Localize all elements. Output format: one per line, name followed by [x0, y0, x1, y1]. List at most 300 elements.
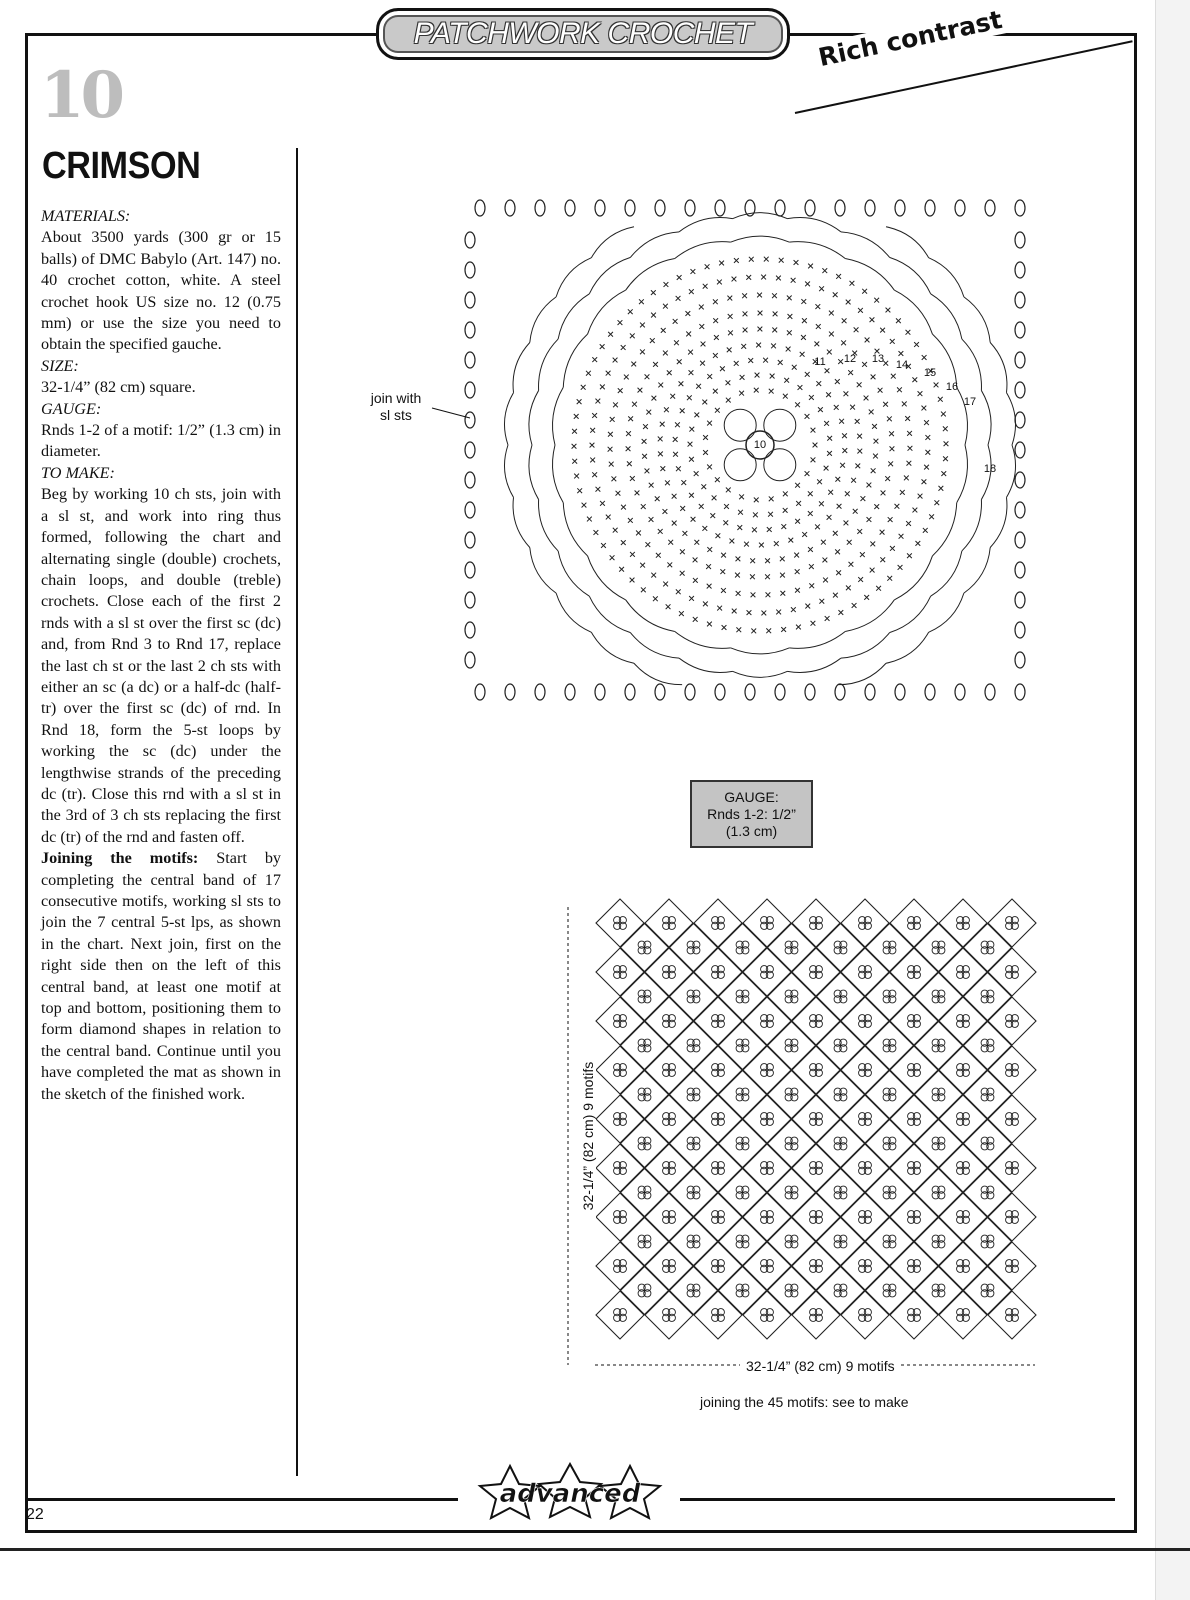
chart-round-label: 10 — [753, 439, 767, 451]
chart-picot — [465, 592, 475, 608]
diagram-flower-petal — [766, 1211, 773, 1218]
chart-stitch-mark — [795, 483, 800, 488]
chart-stitch-mark — [896, 318, 901, 323]
chart-stitch-mark — [871, 374, 876, 379]
chart-picot — [685, 200, 695, 216]
diagram-flower-petal — [668, 1211, 675, 1218]
chart-picot — [655, 200, 665, 216]
chart-picot — [465, 652, 475, 668]
chart-stitch-mark — [723, 520, 728, 525]
chart-stitch-mark — [754, 388, 759, 393]
chart-stitch-mark — [587, 517, 592, 522]
chart-picot — [565, 684, 575, 700]
chart-stitch-mark — [689, 289, 694, 294]
chart-round-label: 17 — [963, 396, 977, 408]
page-number: 22 — [26, 1506, 44, 1523]
chart-stitch-mark — [712, 495, 717, 500]
chart-stitch-mark — [676, 589, 681, 594]
chart-stitch-mark — [752, 527, 757, 532]
chart-stitch-mark — [907, 431, 912, 436]
chart-stitch-mark — [632, 402, 637, 407]
chart-stitch-mark — [618, 388, 623, 393]
diagram-flower-petal — [1011, 1260, 1018, 1267]
chart-picot — [465, 502, 475, 518]
chart-stitch-mark — [891, 374, 896, 379]
chart-stitch-mark — [821, 540, 826, 545]
chart-stitch-mark — [715, 408, 720, 413]
diagram-flower-petal — [889, 1235, 896, 1242]
diagram-flower-petal — [766, 966, 773, 973]
chart-stitch-mark — [795, 569, 800, 574]
diagram-flower-petal — [717, 1309, 724, 1316]
chart-stitch-mark — [666, 604, 671, 609]
chart-stitch-mark — [608, 332, 613, 337]
chart-stitch-mark — [766, 592, 771, 597]
chart-stitch-mark — [809, 564, 814, 569]
chart-stitch-mark — [738, 510, 743, 515]
chart-stitch-mark — [748, 358, 753, 363]
chart-stitch-mark — [921, 406, 926, 411]
diagram-flower-petal — [717, 1211, 724, 1218]
chart-chain-loop — [530, 547, 556, 593]
chart-stitch-mark — [653, 362, 658, 367]
diagram-flower-petal — [644, 1284, 651, 1291]
chart-chain-loop — [513, 343, 530, 393]
chart-stitch-mark — [880, 557, 885, 562]
chart-stitch-mark — [746, 275, 751, 280]
chart-chain-loop — [981, 390, 991, 445]
chart-picot — [565, 200, 575, 216]
chart-picot — [1015, 532, 1025, 548]
chart-picot — [595, 684, 605, 700]
chart-picot — [1015, 292, 1025, 308]
chart-chain-loop — [675, 242, 731, 259]
chart-stitch-mark — [586, 371, 591, 376]
chart-stitch-mark — [689, 596, 694, 601]
chart-stitch-mark — [898, 351, 903, 356]
diagram-flower-petal — [791, 1137, 798, 1144]
diagram-flower-petal — [766, 1260, 773, 1267]
chart-stitch-mark — [729, 539, 734, 544]
chart-stitch-mark — [923, 528, 928, 533]
chart-stitch-mark — [815, 524, 820, 529]
chart-stitch-mark — [860, 552, 865, 557]
chart-stitch-mark — [719, 261, 724, 266]
chart-stitch-mark — [763, 358, 768, 363]
diagram-flower-petal — [668, 917, 675, 924]
diagram-flower-petal — [938, 1039, 945, 1046]
diagram-flower-petal — [717, 966, 724, 973]
chart-stitch-mark — [722, 625, 727, 630]
chart-picot — [465, 292, 475, 308]
diagram-flower-petal — [1011, 966, 1018, 973]
diagram-flower-petal — [668, 966, 675, 973]
chart-stitch-mark — [630, 578, 635, 583]
chart-stitch-mark — [851, 478, 856, 483]
chart-picot — [805, 200, 815, 216]
diagram-flower-petal — [766, 1309, 773, 1316]
chart-stitch-mark — [656, 553, 661, 558]
diagram-flower-petal — [791, 1186, 798, 1193]
chart-stitch-mark — [864, 396, 869, 401]
tagline: Rich contrast — [812, 4, 1009, 73]
chart-stitch-mark — [618, 320, 623, 325]
chart-stitch-mark — [663, 351, 668, 356]
chart-stitch-mark — [640, 349, 645, 354]
chart-stitch-mark — [941, 471, 946, 476]
chart-picot — [835, 684, 845, 700]
crochet-chart — [330, 180, 1050, 720]
diagram-flower-petal — [938, 1186, 945, 1193]
join-pointer-line — [432, 408, 470, 418]
diagram-flower-petal — [742, 1284, 749, 1291]
diagram-flower-petal — [693, 1284, 700, 1291]
chart-chain-loop — [845, 259, 894, 291]
chart-chain-loop — [990, 497, 1007, 547]
diagram-flower-petal — [693, 990, 700, 997]
chart-stitch-mark — [703, 435, 708, 440]
chart-stitch-mark — [690, 269, 695, 274]
diagram-flower-petal — [987, 941, 994, 948]
chart-stitch-mark — [880, 530, 885, 535]
chart-stitch-mark — [855, 463, 860, 468]
chart-stitch-mark — [590, 428, 595, 433]
chart-stitch-mark — [714, 335, 719, 340]
chart-stitch-mark — [685, 311, 690, 316]
diagram-flower-petal — [1011, 1113, 1018, 1120]
chart-stitch-mark — [907, 553, 912, 558]
chart-stitch-mark — [825, 368, 830, 373]
chart-stitch-mark — [740, 375, 745, 380]
chart-picot — [1015, 622, 1025, 638]
chart-center-petal — [764, 409, 796, 441]
chart-stitch-mark — [802, 318, 807, 323]
diagram-flower-petal — [962, 917, 969, 924]
chart-stitch-mark — [888, 461, 893, 466]
diagram-flower-petal — [840, 1137, 847, 1144]
join-label-line2: sl sts — [380, 407, 412, 423]
diagram-flower-petal — [791, 1088, 798, 1095]
chart-stitch-mark — [898, 565, 903, 570]
chart-stitch-mark — [727, 296, 732, 301]
chart-stitch-mark — [606, 371, 611, 376]
chart-stitch-mark — [842, 448, 847, 453]
chart-chain-loop — [962, 339, 982, 390]
chart-stitch-mark — [801, 299, 806, 304]
diagram-flower-petal — [815, 966, 822, 973]
diagram-flower-petal — [938, 1284, 945, 1291]
chart-picot — [465, 532, 475, 548]
chart-stitch-mark — [677, 275, 682, 280]
chart-stitch-mark — [824, 466, 829, 471]
chart-stitch-mark — [592, 413, 597, 418]
chart-stitch-mark — [836, 570, 841, 575]
chart-stitch-mark — [640, 323, 645, 328]
chart-chain-loop — [591, 227, 634, 258]
chart-stitch-mark — [577, 399, 582, 404]
diagram-flower-petal — [668, 1064, 675, 1071]
chart-stitch-mark — [843, 391, 848, 396]
chart-round-label: 13 — [871, 353, 885, 365]
diagram-flower-petal — [766, 1064, 773, 1071]
chart-stitch-mark — [769, 389, 774, 394]
chart-stitch-mark — [707, 584, 712, 589]
chart-chain-loop — [841, 232, 890, 258]
joining-text: Start by completing the central band of 17 consecutive motifs, working sl sts to join the 7 central 5-st lps, as shown in the chart. Next join, first on the right side then on the left of this central band, at least one motif at top and bottom, positioning them to form diamond shapes in relation to the central band. Continue until you have completed the mat as shown in the sketch of the finished work. — [41, 849, 282, 1103]
diagram-flower-petal — [668, 1015, 675, 1022]
chart-stitch-mark — [822, 558, 827, 563]
chart-picot — [895, 200, 905, 216]
chart-picot — [655, 684, 665, 700]
chart-stitch-mark — [749, 257, 754, 262]
chart-stitch-mark — [881, 491, 886, 496]
chart-stitch-mark — [829, 332, 834, 337]
chart-stitch-mark — [636, 531, 641, 536]
chart-stitch-mark — [857, 382, 862, 387]
chart-stitch-mark — [658, 383, 663, 388]
diagram-flower-petal — [987, 990, 994, 997]
chart-stitch-mark — [613, 358, 618, 363]
chart-stitch-mark — [640, 563, 645, 568]
chart-stitch-mark — [924, 465, 929, 470]
diagram-flower-petal — [889, 1088, 896, 1095]
chart-stitch-mark — [682, 531, 687, 536]
diagram-flower-petal — [987, 1186, 994, 1193]
chart-picot — [625, 684, 635, 700]
chart-stitch-mark — [796, 501, 801, 506]
chart-stitch-mark — [918, 391, 923, 396]
diagram-flower-petal — [913, 1309, 920, 1316]
diagram-flower-petal — [938, 941, 945, 948]
chart-stitch-mark — [672, 494, 677, 499]
chart-chain-loop — [990, 343, 1007, 393]
chart-picot — [1015, 200, 1025, 216]
chart-stitch-mark — [643, 424, 648, 429]
chart-stitch-mark — [741, 344, 746, 349]
chart-stitch-mark — [707, 547, 712, 552]
chart-stitch-mark — [776, 610, 781, 615]
chart-stitch-mark — [827, 350, 832, 355]
chart-stitch-mark — [628, 518, 633, 523]
chart-stitch-mark — [611, 476, 616, 481]
chart-stitch-mark — [750, 574, 755, 579]
chart-round-label: 12 — [843, 353, 857, 365]
materials-heading: MATERIALS: — [41, 207, 131, 225]
chart-stitch-mark — [737, 525, 742, 530]
chart-chain-loop — [563, 334, 587, 387]
chart-stitch-mark — [595, 399, 600, 404]
chart-stitch-mark — [835, 477, 840, 482]
chart-stitch-mark — [700, 361, 705, 366]
chart-stitch-mark — [906, 521, 911, 526]
chart-stitch-mark — [610, 417, 615, 422]
chart-picot — [465, 322, 475, 338]
diagram-flower-petal — [962, 1309, 969, 1316]
diagram-flower-petal — [619, 1015, 626, 1022]
chart-stitch-mark — [941, 412, 946, 417]
diagram-flower-petal — [668, 1113, 675, 1120]
chart-stitch-mark — [572, 459, 577, 464]
chart-stitch-mark — [646, 410, 651, 415]
diagram-flower-petal — [913, 1064, 920, 1071]
chart-stitch-mark — [781, 627, 786, 632]
chart-stitch-mark — [811, 457, 816, 462]
diagram-flower-petal — [742, 1137, 749, 1144]
chart-stitch-mark — [837, 504, 842, 509]
chart-stitch-mark — [674, 340, 679, 345]
chart-stitch-mark — [801, 335, 806, 340]
chart-stitch-mark — [857, 529, 862, 534]
chart-stitch-mark — [626, 446, 631, 451]
gauge-box-line2: (1.3 cm) — [725, 823, 778, 839]
bottom-rule — [0, 1548, 1190, 1551]
chart-picot — [775, 200, 785, 216]
make-heading: TO MAKE: — [41, 463, 115, 482]
chart-picot — [465, 262, 475, 278]
diagram-flower-petal — [913, 1211, 920, 1218]
chart-stitch-mark — [736, 591, 741, 596]
chart-stitch-mark — [858, 577, 863, 582]
diagram-flower-petal — [864, 1309, 871, 1316]
diagram-flower-petal — [938, 1235, 945, 1242]
chart-stitch-mark — [631, 362, 636, 367]
diagram-flower-petal — [840, 990, 847, 997]
chart-stitch-mark — [846, 585, 851, 590]
chart-chain-loop — [529, 390, 539, 445]
chart-stitch-mark — [765, 558, 770, 563]
chart-stitch-mark — [808, 511, 813, 516]
chart-picot — [955, 200, 965, 216]
diagram-flower-petal — [644, 990, 651, 997]
diagram-flower-petal — [987, 1137, 994, 1144]
chart-stitch-mark — [805, 414, 810, 419]
chart-stitch-mark — [833, 292, 838, 297]
chart-stitch-mark — [908, 446, 913, 451]
chart-stitch-mark — [905, 416, 910, 421]
chart-stitch-mark — [677, 359, 682, 364]
chart-stitch-mark — [672, 521, 677, 526]
chart-stitch-mark — [642, 454, 647, 459]
chart-stitch-mark — [845, 491, 850, 496]
chart-stitch-mark — [853, 509, 858, 514]
chart-stitch-mark — [689, 493, 694, 498]
chart-picot — [1015, 652, 1025, 668]
chart-stitch-mark — [693, 578, 698, 583]
chart-stitch-mark — [581, 385, 586, 390]
chart-stitch-mark — [934, 500, 939, 505]
chart-stitch-mark — [912, 377, 917, 382]
chart-stitch-mark — [727, 347, 732, 352]
chart-round-label: 15 — [923, 367, 937, 379]
diagram-flower-petal — [962, 966, 969, 973]
diagram-flower-petal — [619, 1211, 626, 1218]
chart-stitch-mark — [850, 405, 855, 410]
chart-stitch-mark — [809, 395, 814, 400]
chart-picot — [685, 684, 695, 700]
chart-picot — [1015, 442, 1025, 458]
chart-stitch-mark — [795, 519, 800, 524]
chart-stitch-mark — [688, 350, 693, 355]
chart-picot — [465, 232, 475, 248]
chart-stitch-mark — [833, 531, 838, 536]
chart-stitch-mark — [645, 542, 650, 547]
chart-chain-loop — [530, 297, 556, 343]
chart-stitch-mark — [841, 340, 846, 345]
chart-chain-loop — [1006, 445, 1015, 497]
chart-stitch-mark — [878, 388, 883, 393]
chart-chain-loop — [964, 547, 990, 593]
chart-stitch-mark — [732, 277, 737, 282]
chart-stitch-mark — [876, 586, 881, 591]
chart-stitch-mark — [721, 553, 726, 558]
chart-stitch-mark — [696, 384, 701, 389]
chart-stitch-mark — [574, 474, 579, 479]
diagram-flower-petal — [815, 1015, 822, 1022]
chart-stitch-mark — [621, 505, 626, 510]
chart-stitch-mark — [726, 488, 731, 493]
diagram-flower-petal — [815, 1064, 822, 1071]
chart-chain-loop — [890, 596, 931, 632]
chart-stitch-mark — [805, 604, 810, 609]
diagram-flower-petal — [864, 966, 871, 973]
chart-stitch-mark — [658, 451, 663, 456]
chart-stitch-mark — [732, 609, 737, 614]
chart-picot — [465, 412, 475, 428]
diagram-flower-petal — [962, 1113, 969, 1120]
chart-stitch-mark — [897, 387, 902, 392]
chart-stitch-mark — [808, 547, 813, 552]
chart-stitch-mark — [912, 508, 917, 513]
chart-stitch-mark — [600, 344, 605, 349]
diagram-flower-petal — [840, 941, 847, 948]
chart-stitch-mark — [870, 542, 875, 547]
diagram-flower-petal — [987, 1235, 994, 1242]
chart-chain-loop — [929, 593, 964, 632]
chart-stitch-mark — [842, 433, 847, 438]
chart-stitch-mark — [783, 394, 788, 399]
diagram-flower-petal — [815, 917, 822, 924]
chart-stitch-mark — [572, 444, 577, 449]
chart-stitch-mark — [890, 446, 895, 451]
chart-picot — [475, 200, 485, 216]
chart-stitch-mark — [655, 496, 660, 501]
chart-stitch-mark — [850, 281, 855, 286]
chart-stitch-mark — [758, 311, 763, 316]
chart-chain-loop — [588, 556, 626, 600]
chart-stitch-mark — [874, 504, 879, 509]
chart-stitch-mark — [835, 549, 840, 554]
chart-stitch-mark — [814, 341, 819, 346]
chart-stitch-mark — [864, 595, 869, 600]
chart-stitch-mark — [759, 543, 764, 548]
chart-stitch-mark — [811, 621, 816, 626]
chart-stitch-mark — [713, 389, 718, 394]
diagram-flower-petal — [864, 1113, 871, 1120]
chart-stitch-mark — [667, 370, 672, 375]
chart-stitch-mark — [869, 409, 874, 414]
chart-chain-loop — [556, 258, 591, 297]
chart-stitch-mark — [834, 405, 839, 410]
diagram-flower-petal — [962, 1162, 969, 1169]
chart-stitch-mark — [624, 375, 629, 380]
chart-stitch-mark — [649, 483, 654, 488]
diagram-caption: joining the 45 motifs: see to make — [700, 1394, 909, 1410]
diagram-flower-petal — [889, 1186, 896, 1193]
chart-stitch-mark — [873, 454, 878, 459]
chart-stitch-mark — [630, 552, 635, 557]
chart-stitch-mark — [694, 412, 699, 417]
chart-stitch-mark — [651, 313, 656, 318]
